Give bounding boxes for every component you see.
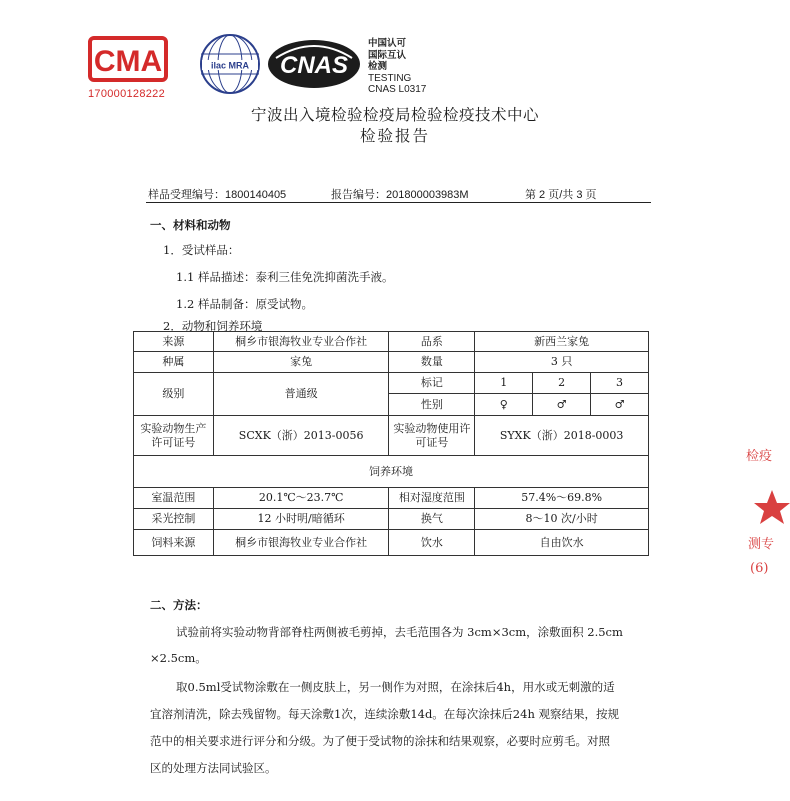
water-label: 饮水 [389,530,475,556]
sex-2: ♂ [533,394,591,416]
ilac-logo-text: ilac MRA [210,60,250,71]
seal-text-3: (6) [750,561,769,576]
method-para-2-line-3: 范中的相关要求进行评分和分级。为了便于受试物的涂抹和结果观察，必要时应剪毛。对照 [150,734,610,748]
report-title: 检验报告 [359,127,430,145]
grade-value: 普通级 [213,373,389,416]
mark-label: 标记 [389,373,475,394]
organization-name: 宁波出入境检验检疫局检验检疫技术中心 [250,106,539,124]
source-label: 来源 [134,332,214,352]
cnas-line-4: TESTING [368,72,412,84]
vent-label: 换气 [389,509,475,530]
table-row [134,509,649,530]
method-para-2-line-2: 宜溶剂清洗，除去残留物。每天涂敷1次，连续涂敷14d。在每次涂抹后24h 观察结果，按规 [150,707,620,721]
table-row [134,530,649,556]
breed-label: 品系 [389,332,475,352]
cnas-logo [266,38,362,90]
item-2: 2．动物和饲养环境 [163,319,263,333]
method-para-1-line-1: 试验前将实验动物背部脊柱两侧被毛剪掉，去毛范围各为 3cm×3cm，涂敷面积 2.5cm [176,625,623,639]
cma-logo-text: CMA [93,45,163,78]
vent-value: 8～10 次/小时 [475,509,649,530]
table-row [134,416,649,456]
breed-value: 新西兰家兔 [475,332,649,352]
water-value: 自由饮水 [475,530,649,556]
cnas-line-1: 中国认可 [368,38,407,49]
table-row [134,373,649,394]
item-1-2: 1.2 样品制备：原受试物。 [176,297,313,311]
cnas-accreditation-text [368,38,426,96]
use-license-label: 实验动物使用许可证号 [389,416,475,456]
page-number: 第 2 页/共 3 页 [525,189,597,201]
cnas-line-2: 国际互认 [368,49,407,61]
sample-number: 样品受理编号：1800140405 [148,189,287,201]
grade-label: 级别 [134,373,214,416]
env-header: 饲养环境 [134,456,649,488]
prod-license-value: SCXK（浙）2013-0056 [213,416,389,456]
cnas-logo-text: CNAS [279,52,349,79]
species-label: 种属 [134,352,214,373]
ilac-mra-logo [198,32,262,96]
feed-value: 桐乡市银海牧业专业合作社 [213,530,389,556]
table-row [134,352,649,373]
animal-table [133,331,649,556]
item-1-1: 1.1 样品描述：泰利三佳免洗抑菌洗手液。 [176,270,394,284]
cma-logo [88,34,168,84]
mark-3: 3 [591,373,649,394]
light-value: 12 小时明/暗循环 [213,509,389,530]
seal-text-2: 测专 [748,537,775,552]
mark-2: 2 [533,373,591,394]
method-para-2-line-1: 取0.5ml受试物涂敷在一侧皮肤上，另一侧作为对照，在涂抹后4h，用水或无刺激的适 [176,680,615,694]
mark-1: 1 [475,373,533,394]
cnas-line-5: CNAS L0317 [368,84,427,95]
count-value: 3 只 [475,352,649,373]
method-para-1-line-2: ×2.5cm。 [150,651,207,665]
cnas-line-3: 检测 [368,61,388,72]
item-1: 1．受试样品： [163,243,240,257]
prod-license-label: 实验动物生产许可证号 [134,416,214,456]
table-row [134,488,649,509]
star-icon [754,490,790,524]
light-label: 采光控制 [134,509,214,530]
header-rule [146,202,651,203]
sex-3: ♂ [591,394,649,416]
method-para-2-line-4: 区的处理方法同试验区。 [150,761,277,775]
sex-1: ♀ [475,394,533,416]
temp-label: 室温范围 [134,488,214,509]
table-row [134,456,649,488]
source-value: 桐乡市银海牧业专业合作社 [213,332,389,352]
seal-text-1: 检疫 [746,449,773,464]
feed-label: 饲料来源 [134,530,214,556]
section-1-heading: 一、材料和动物 [150,218,231,232]
temp-value: 20.1℃～23.7℃ [213,488,389,509]
humidity-label: 相对湿度范围 [389,488,475,509]
table-row [134,332,649,352]
humidity-value: 57.4%～69.8% [475,488,649,509]
cma-number: 170000128222 [88,88,166,100]
sex-label: 性别 [389,394,475,416]
section-2-heading: 二、方法： [150,598,208,612]
use-license-value: SYXK（浙）2018-0003 [475,416,649,456]
count-label: 数量 [389,352,475,373]
species-value: 家兔 [213,352,389,373]
report-number: 报告编号：201800003983M [331,189,469,201]
official-seal-fragment [744,440,790,580]
